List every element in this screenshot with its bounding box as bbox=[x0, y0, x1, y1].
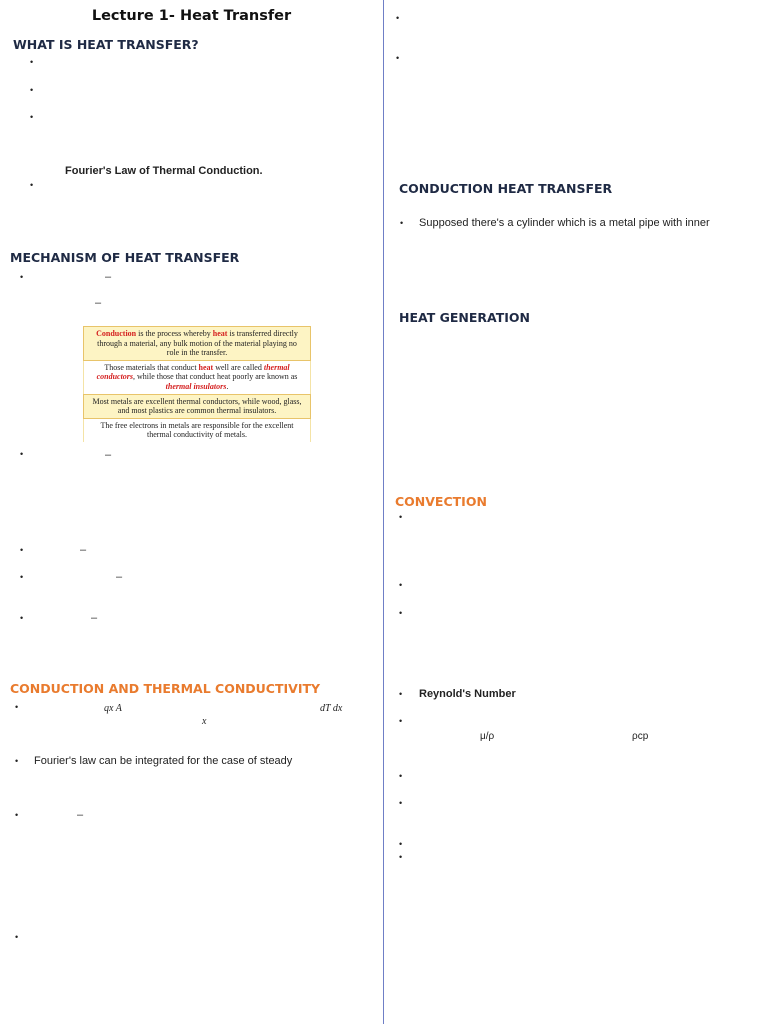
term-heat: heat bbox=[212, 329, 228, 338]
bullet: • bbox=[15, 756, 19, 766]
box-row-conduction bbox=[83, 326, 311, 361]
dash: – bbox=[105, 271, 112, 283]
bullet: • bbox=[30, 180, 34, 190]
box-text: well are called bbox=[213, 362, 264, 372]
math-qx-a: qx A bbox=[104, 703, 122, 714]
bullet: • bbox=[396, 13, 400, 23]
bullet: • bbox=[400, 218, 404, 228]
heading-heat-generation: HEAT GENERATION bbox=[399, 310, 530, 325]
bullet: • bbox=[15, 702, 19, 712]
cylinder-text: Supposed there's a cylinder which is a metal pipe with inner bbox=[419, 217, 710, 229]
heading-conduction-heat-transfer: CONDUCTION HEAT TRANSFER bbox=[399, 181, 613, 196]
fourier-integrated-text: Fourier's law can be integrated for the case of steady bbox=[34, 755, 293, 767]
bullet: • bbox=[20, 572, 24, 582]
dash: – bbox=[80, 544, 87, 556]
bullet: • bbox=[30, 57, 34, 67]
bullet: • bbox=[399, 852, 403, 862]
box-row-conductors bbox=[83, 361, 311, 394]
bullet: • bbox=[396, 53, 400, 63]
bullet: • bbox=[15, 810, 19, 820]
bullet: • bbox=[399, 839, 403, 849]
heading-convection: CONVECTION bbox=[395, 494, 487, 509]
term-conduction: Conduction bbox=[96, 329, 137, 338]
term-heat: heat bbox=[198, 362, 214, 372]
math-x: x bbox=[202, 716, 207, 727]
dash: – bbox=[105, 449, 112, 461]
bullet: • bbox=[30, 85, 34, 95]
dash: – bbox=[116, 571, 123, 583]
box-text: is the process whereby bbox=[136, 329, 213, 338]
bullet: • bbox=[20, 449, 24, 459]
dash: – bbox=[91, 612, 98, 624]
column-divider bbox=[383, 0, 384, 1024]
dash: – bbox=[77, 809, 84, 821]
term-thermal-conductors: thermal conductors bbox=[96, 362, 290, 382]
bullet: • bbox=[399, 798, 403, 808]
fourier-law-caption: Fourier's Law of Thermal Conduction. bbox=[65, 165, 263, 177]
page-title: Lecture 1- Heat Transfer bbox=[91, 8, 292, 24]
box-text: Those materials that conduct bbox=[104, 362, 199, 372]
box-row-free-electrons: The free electrons in metals are responsible for the excellent thermal conductivity of metals. bbox=[83, 419, 311, 442]
bullet: • bbox=[399, 689, 403, 699]
bullet: • bbox=[20, 613, 24, 623]
heading-conduction-thermal-conductivity: CONDUCTION AND THERMAL CONDUCTIVITY bbox=[10, 681, 321, 696]
symbol-mu-rho: μ/ρ bbox=[480, 731, 495, 742]
heading-what-is-heat-transfer: WHAT IS HEAT TRANSFER? bbox=[13, 37, 199, 52]
symbol-rho-cp: ρcp bbox=[632, 731, 649, 742]
box-text: , while those that conduct heat poorly are known as bbox=[133, 372, 298, 382]
bullet: • bbox=[15, 932, 19, 942]
box-row-metals: Most metals are excellent thermal conductors, while wood, glass, and most plastics are common thermal insulators. bbox=[83, 394, 311, 419]
box-text: is transferred directly through a material, any bulk motion of the material playing no role in the transfer. bbox=[97, 329, 298, 358]
bullet: • bbox=[399, 580, 403, 590]
conduction-definition-box bbox=[83, 326, 311, 442]
bullet: • bbox=[20, 272, 24, 282]
bullet: • bbox=[399, 512, 403, 522]
term-thermal-insulators: thermal insulators bbox=[165, 381, 227, 391]
box-text: . bbox=[226, 381, 229, 391]
reynolds-number-label: Reynold's Number bbox=[419, 688, 516, 700]
bullet: • bbox=[30, 112, 34, 122]
bullet: • bbox=[20, 545, 24, 555]
math-dt-dx: dT dx bbox=[320, 703, 343, 714]
bullet: • bbox=[399, 771, 403, 781]
heading-mechanism-of-heat-transfer: MECHANISM OF HEAT TRANSFER bbox=[10, 250, 240, 265]
dash: – bbox=[95, 297, 102, 309]
bullet: • bbox=[399, 608, 403, 618]
bullet: • bbox=[399, 716, 403, 726]
